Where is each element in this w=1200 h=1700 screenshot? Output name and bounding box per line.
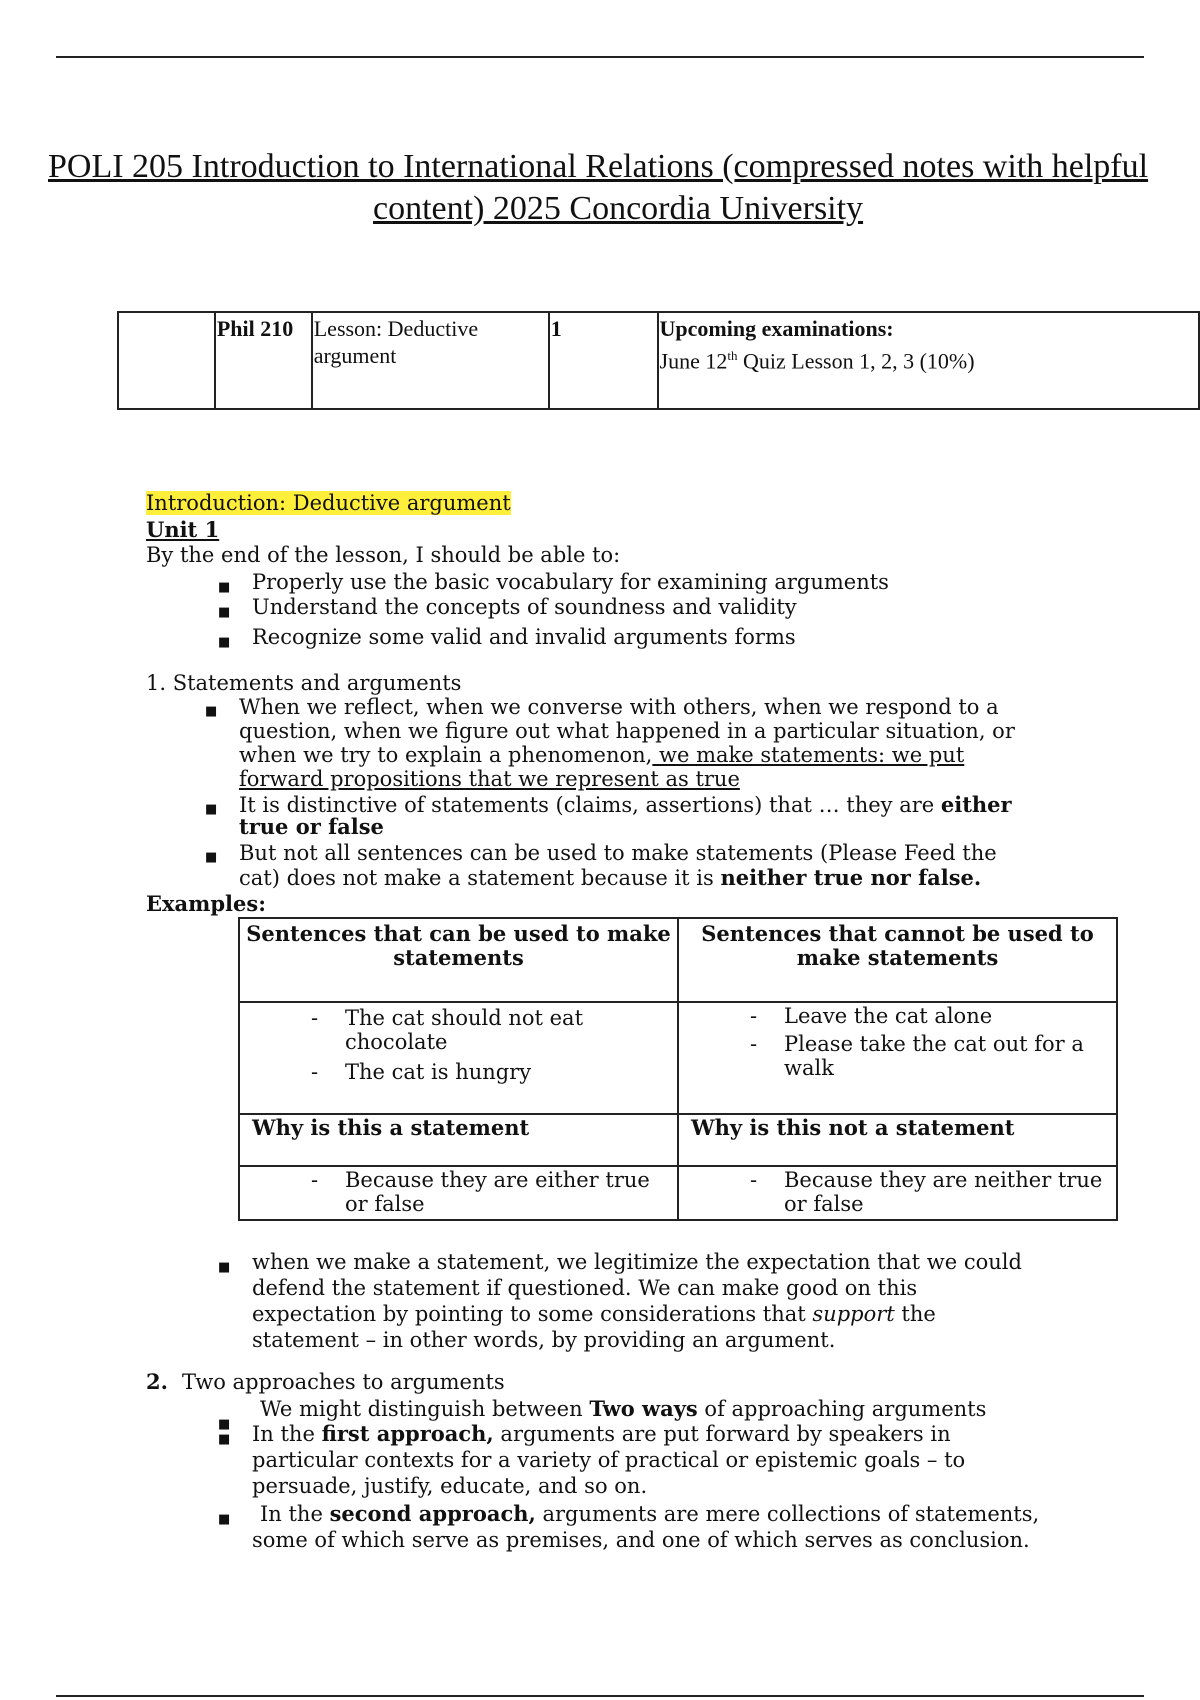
info-course: Phil 210 <box>215 312 312 409</box>
objective-item: Properly use the basic vocabulary for examining arguments <box>252 570 889 594</box>
after-table-line: defend the statement if questioned. We can make good on this <box>252 1276 918 1300</box>
header-can: Sentences that can be used to make statements <box>239 918 678 1002</box>
info-exams <box>658 312 1199 409</box>
objectives-lead: By the end of the lesson, I should be able to: <box>146 543 621 567</box>
s1-bullet-3-cont: cat) does not make a statement because it is neither true nor false. <box>239 865 982 890</box>
cannot-item: - Leave the cat alone <box>680 1004 1115 1028</box>
bullet-icon: ■ <box>205 802 218 817</box>
bullet-icon: ■ <box>218 1260 231 1275</box>
page-title <box>48 146 1200 230</box>
why-statement-cell: Why is this a statement <box>239 1114 678 1166</box>
reason-item: - Because they are either true or false <box>241 1168 676 1216</box>
s1-bullet-1-line: forward propositions that we represent as true <box>239 767 740 791</box>
title-line-1: POLI 205 Introduction to International Relations (compressed notes with helpful <box>48 148 1149 185</box>
cannot-items-cell <box>678 1002 1117 1114</box>
section-1-heading: 1. Statements and arguments <box>146 671 462 695</box>
objective-item: Recognize some valid and invalid arguments forms <box>252 625 796 649</box>
bullet-icon: ■ <box>218 580 231 595</box>
reason-not-statement-cell <box>678 1166 1117 1220</box>
s1-bullet-1-line: question, when we figure out what happened in a particular situation, or <box>239 719 1015 743</box>
after-table-line: when we make a statement, we legitimize the expectation that we could <box>252 1250 1022 1274</box>
why-not-statement-cell: Why is this not a statement <box>678 1114 1117 1166</box>
s1-bullet-2: It is distinctive of statements (claims, assertions) that … they are either <box>239 792 1012 817</box>
section-2-heading: Two approaches to arguments <box>182 1370 505 1394</box>
s1-bullet-3: But not all sentences can be used to make statements (Please Feed the <box>239 841 997 865</box>
title-line-2: content) 2025 Concordia University <box>373 190 864 227</box>
reason-item: - Because they are neither true or false <box>680 1168 1115 1216</box>
s1-bullet-1-line: when we try to explain a phenomenon, we make statements: we put <box>239 743 965 767</box>
course-info-table <box>117 311 1200 410</box>
reason-statement-cell <box>239 1166 678 1220</box>
info-empty-cell <box>118 312 215 409</box>
can-item: - The cat is hungry <box>241 1060 676 1084</box>
bullet-icon: ■ <box>218 635 231 650</box>
bullet-icon: ■ <box>205 850 218 865</box>
bullet-icon: ■ <box>218 1417 231 1432</box>
s1-bullet-2-cont: true or false <box>239 814 384 839</box>
cannot-item: - Please take the cat out for a walk <box>680 1032 1115 1080</box>
unit-label: Unit 1 <box>146 517 220 542</box>
after-table-line: statement – in other words, by providing an argument. <box>252 1328 836 1352</box>
bottom-rule <box>56 1695 1144 1697</box>
s2-bullet-1: We might distinguish between Two ways of approaching arguments <box>260 1396 987 1421</box>
can-items-cell <box>239 1002 678 1114</box>
s2-bullet-2-cont: persuade, justify, educate, and so on. <box>252 1474 648 1498</box>
info-lesson: Lesson: Deductive argument <box>312 312 549 409</box>
intro-heading: Introduction: Deductive argument <box>146 491 511 515</box>
header-cannot: Sentences that cannot be used to make statements <box>678 918 1117 1002</box>
s1-bullet-1-line: When we reflect, when we converse with others, when we respond to a <box>239 695 999 719</box>
objective-item: Understand the concepts of soundness and validity <box>252 595 797 619</box>
can-item: - The cat should not eat chocolate <box>241 1006 676 1054</box>
bullet-icon: ■ <box>205 704 218 719</box>
examples-table <box>238 917 1118 1221</box>
examples-label: Examples: <box>146 891 266 916</box>
bullet-icon: ■ <box>218 1432 231 1447</box>
section-2-number: 2. <box>146 1369 168 1394</box>
bullet-icon: ■ <box>218 605 231 620</box>
exam-entry: June 12th Quiz Lesson 1, 2, 3 (10%) <box>659 348 975 374</box>
s2-bullet-3: In the second approach, arguments are mere collections of statements, <box>260 1501 1040 1526</box>
top-rule <box>56 56 1144 58</box>
s2-bullet-3-cont: some of which serve as premises, and one of which serves as conclusion. <box>252 1528 1030 1552</box>
s2-bullet-2-cont: particular contexts for a variety of practical or epistemic goals – to <box>252 1448 966 1472</box>
s2-bullet-2: In the first approach, arguments are put forward by speakers in <box>252 1421 951 1446</box>
info-number: 1 <box>549 312 658 409</box>
after-table-line: expectation by pointing to some considerations that support the <box>252 1302 936 1326</box>
bullet-icon: ■ <box>218 1512 231 1527</box>
exams-heading: Upcoming examinations: <box>659 316 894 341</box>
